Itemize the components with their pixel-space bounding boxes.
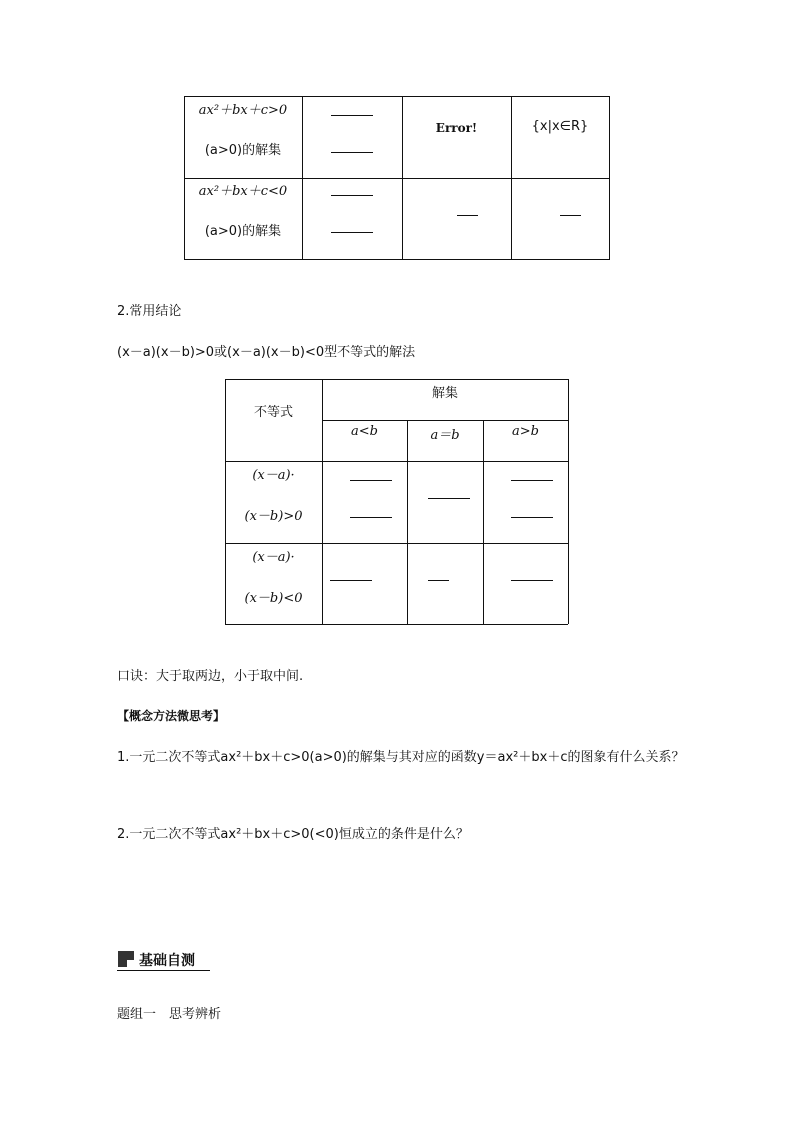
answer-blank: [331, 115, 373, 116]
answer-blank: [428, 498, 470, 499]
answer-blank: [511, 517, 553, 518]
section-intro: (x－a)(x－b)>0或(x－a)(x－b)<0型不等式的解法: [117, 345, 416, 360]
table2-divider-3: [483, 420, 484, 624]
question-2: 2.一元二次不等式ax²＋bx＋c>0(<0)恒成立的条件是什么？: [117, 827, 469, 842]
answer-blank: [428, 580, 449, 581]
concept-method-header: 【概念方法微思考】: [117, 709, 226, 723]
answer-blank: [511, 580, 553, 581]
table2-col-a-greater-b: a>b: [512, 424, 539, 439]
section-square-icon: [118, 951, 134, 967]
answer-blank: [560, 215, 581, 216]
table2-col-a-equal-b: a＝b: [430, 428, 460, 443]
answer-blank: [457, 215, 478, 216]
answer-blank: [511, 480, 553, 481]
basic-test-title: 基础自测: [139, 953, 195, 969]
mnemonic-text: 口诀：大于取两边，小于取中间.: [117, 669, 304, 684]
table2-header-inequality: 不等式: [253, 405, 293, 420]
table2-row1-factor-1: (x－a)·: [252, 468, 295, 483]
table1-row1-condition: ax²＋bx＋c>0: [198, 103, 288, 118]
table1-divider-1: [302, 96, 303, 259]
section-title: 2.常用结论: [117, 304, 182, 319]
answer-blank: [330, 580, 372, 581]
table1-row1-condition-note: (a>0)的解集: [204, 143, 282, 158]
table2-border-right: [568, 379, 569, 624]
table2-row2-factor-1: (x－a)·: [252, 550, 295, 565]
table2-row1-factor-2: (x－b)>0: [244, 509, 303, 524]
table1-row2-condition-note: (a>0)的解集: [204, 224, 282, 239]
question-group-title: 题组一 思考辨析: [117, 1007, 222, 1022]
table1-row1-error-text: Error!: [435, 121, 478, 135]
table2-divider-2: [407, 420, 408, 624]
table1-row2-condition: ax²＋bx＋c<0: [198, 184, 288, 199]
table1-border-right: [609, 96, 610, 259]
answer-blank: [350, 517, 392, 518]
table2-header-solution-set: 解集: [431, 386, 458, 401]
table2-border-bottom: [225, 624, 568, 625]
table2-row-divider-2: [225, 543, 568, 544]
basic-test-underline: [117, 970, 210, 971]
answer-blank: [331, 195, 373, 196]
table2-border-top: [225, 379, 568, 380]
table2-col-a-less-b: a<b: [351, 424, 378, 439]
answer-blank: [331, 152, 373, 153]
table1-row1-real-set: {x|x∈R}: [531, 119, 589, 134]
question-1: 1.一元二次不等式ax²＋bx＋c>0(a>0)的解集与其对应的函数y＝ax²＋bx＋c的图象有什么关系？: [117, 750, 685, 765]
table1-border-mid: [184, 178, 610, 179]
table1-border-top: [184, 96, 610, 97]
answer-blank: [331, 232, 373, 233]
table2-row2-factor-2: (x－b)<0: [244, 591, 303, 606]
answer-blank: [350, 480, 392, 481]
table2-row-divider-1: [225, 461, 568, 462]
table1-border-bottom: [184, 259, 610, 260]
table2-header-divider: [322, 420, 568, 421]
table2-divider-1: [322, 379, 323, 624]
